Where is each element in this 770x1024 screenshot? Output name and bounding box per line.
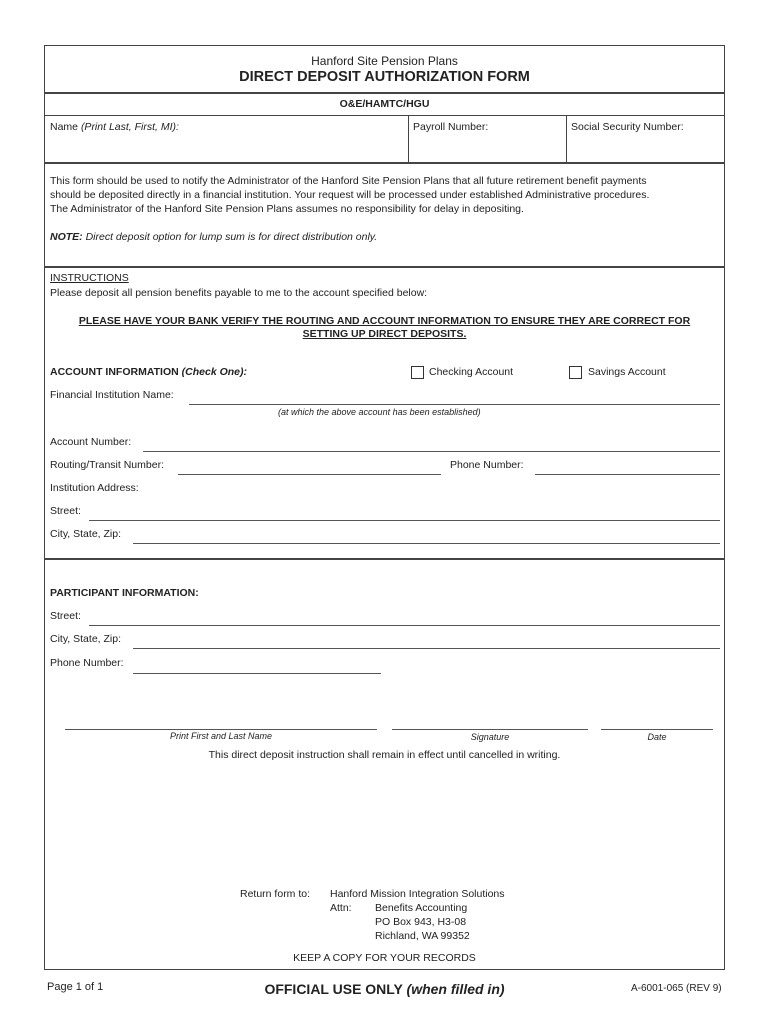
participant-heading: PARTICIPANT INFORMATION:	[50, 587, 199, 599]
name-field[interactable]	[50, 121, 406, 161]
divider	[44, 266, 725, 268]
inst-street-input[interactable]	[89, 520, 720, 521]
fin-inst-hint: (at which the above account has been established)	[278, 407, 481, 417]
bank-warning: PLEASE HAVE YOUR BANK VERIFY THE ROUTING AND ACCOUNT INFORMATION TO ENSURE THEY ARE CORRECT FOR	[78, 315, 691, 327]
participant-street-label: Street:	[50, 610, 81, 622]
ssn-label: Social Security Number:	[571, 121, 684, 133]
signature-label: Signature	[470, 732, 510, 742]
fin-inst-label: Financial Institution Name:	[50, 389, 174, 401]
account-heading	[50, 366, 247, 378]
account-number-label: Account Number:	[50, 436, 132, 448]
note-label: NOTE:	[50, 231, 83, 243]
account-heading-label: ACCOUNT INFORMATION	[50, 366, 179, 378]
divider	[44, 162, 725, 164]
payroll-label: Payroll Number:	[413, 121, 489, 133]
routing-input[interactable]	[178, 474, 441, 475]
intro-line: should be deposited directly in a financial institution. Your request will be processed under established Administrative procedures.	[50, 189, 650, 201]
date-label: Date	[647, 732, 667, 742]
official-use-label	[44, 981, 725, 997]
divider	[44, 115, 725, 116]
participant-street-input[interactable]	[89, 625, 720, 626]
inst-address-label: Institution Address:	[50, 482, 139, 494]
savings-checkbox[interactable]	[569, 366, 582, 379]
note	[50, 231, 377, 243]
return-label: Return form to:	[240, 888, 311, 900]
effect-note: This direct deposit instruction shall remain in effect until cancelled in writing.	[208, 749, 561, 761]
intro-line: The Administrator of the Hanford Site Pension Plans assumes no responsibility for delay in depositing.	[50, 203, 524, 215]
note-text: Direct deposit option for lump sum is for direct distribution only.	[85, 231, 378, 243]
return-company: Hanford Mission Integration Solutions	[330, 888, 505, 900]
page-title: DIRECT DEPOSIT AUTHORIZATION FORM	[239, 69, 530, 85]
payroll-number-field[interactable]	[413, 121, 563, 161]
inst-phone-label: Phone Number:	[450, 459, 524, 471]
account-number-input[interactable]	[143, 451, 720, 452]
instructions-text: Please deposit all pension benefits payable to me to the account specified below:	[50, 287, 428, 299]
checking-checkbox[interactable]	[411, 366, 424, 379]
checking-label: Checking Account	[429, 366, 514, 378]
return-po-box: PO Box 943, H3-08	[375, 916, 467, 928]
date-input[interactable]	[601, 729, 713, 730]
divider	[44, 558, 725, 560]
print-name-label: Print First and Last Name	[169, 731, 273, 741]
return-attn-label: Attn:	[330, 902, 352, 914]
ssn-field[interactable]	[571, 121, 723, 161]
account-heading-hint: (Check One):	[181, 366, 247, 378]
return-city: Richland, WA 99352	[375, 930, 470, 942]
divider	[44, 92, 725, 94]
inst-city-input[interactable]	[133, 543, 720, 544]
instructions-heading: INSTRUCTIONS	[50, 272, 129, 284]
bank-warning: SETTING UP DIRECT DEPOSITS.	[302, 328, 467, 340]
routing-label: Routing/Transit Number:	[50, 459, 164, 471]
participant-city-input[interactable]	[133, 648, 720, 649]
divider	[408, 115, 409, 162]
inst-street-label: Street:	[50, 505, 81, 517]
name-label: Name	[50, 121, 79, 133]
official-use-hint: (when filled in)	[406, 981, 505, 997]
return-dept: Benefits Accounting	[375, 902, 468, 914]
participant-city-label: City, State, Zip:	[50, 633, 121, 645]
print-name-input[interactable]	[65, 729, 377, 730]
intro-line: This form should be used to notify the Administrator of the Hanford Site Pension Plans that all future retirement benefit payments	[50, 175, 647, 187]
plans-label: O&E/HAMTC/HGU	[339, 98, 430, 110]
fin-inst-input[interactable]	[189, 404, 720, 405]
divider	[566, 115, 567, 162]
keep-copy-note: KEEP A COPY FOR YOUR RECORDS	[293, 952, 476, 964]
participant-phone-label: Phone Number:	[50, 657, 124, 669]
official-use-text: OFFICIAL USE ONLY	[264, 981, 403, 997]
participant-phone-input[interactable]	[133, 673, 381, 674]
inst-phone-input[interactable]	[535, 474, 720, 475]
form-number: A-6001-065 (REV 9)	[631, 983, 722, 994]
page-number: Page 1 of 1	[47, 981, 104, 993]
inst-city-label: City, State, Zip:	[50, 528, 121, 540]
name-hint: (Print Last, First, MI):	[80, 121, 179, 133]
signature-input[interactable]	[392, 729, 588, 730]
org-name: Hanford Site Pension Plans	[311, 54, 458, 68]
savings-label: Savings Account	[588, 366, 666, 378]
